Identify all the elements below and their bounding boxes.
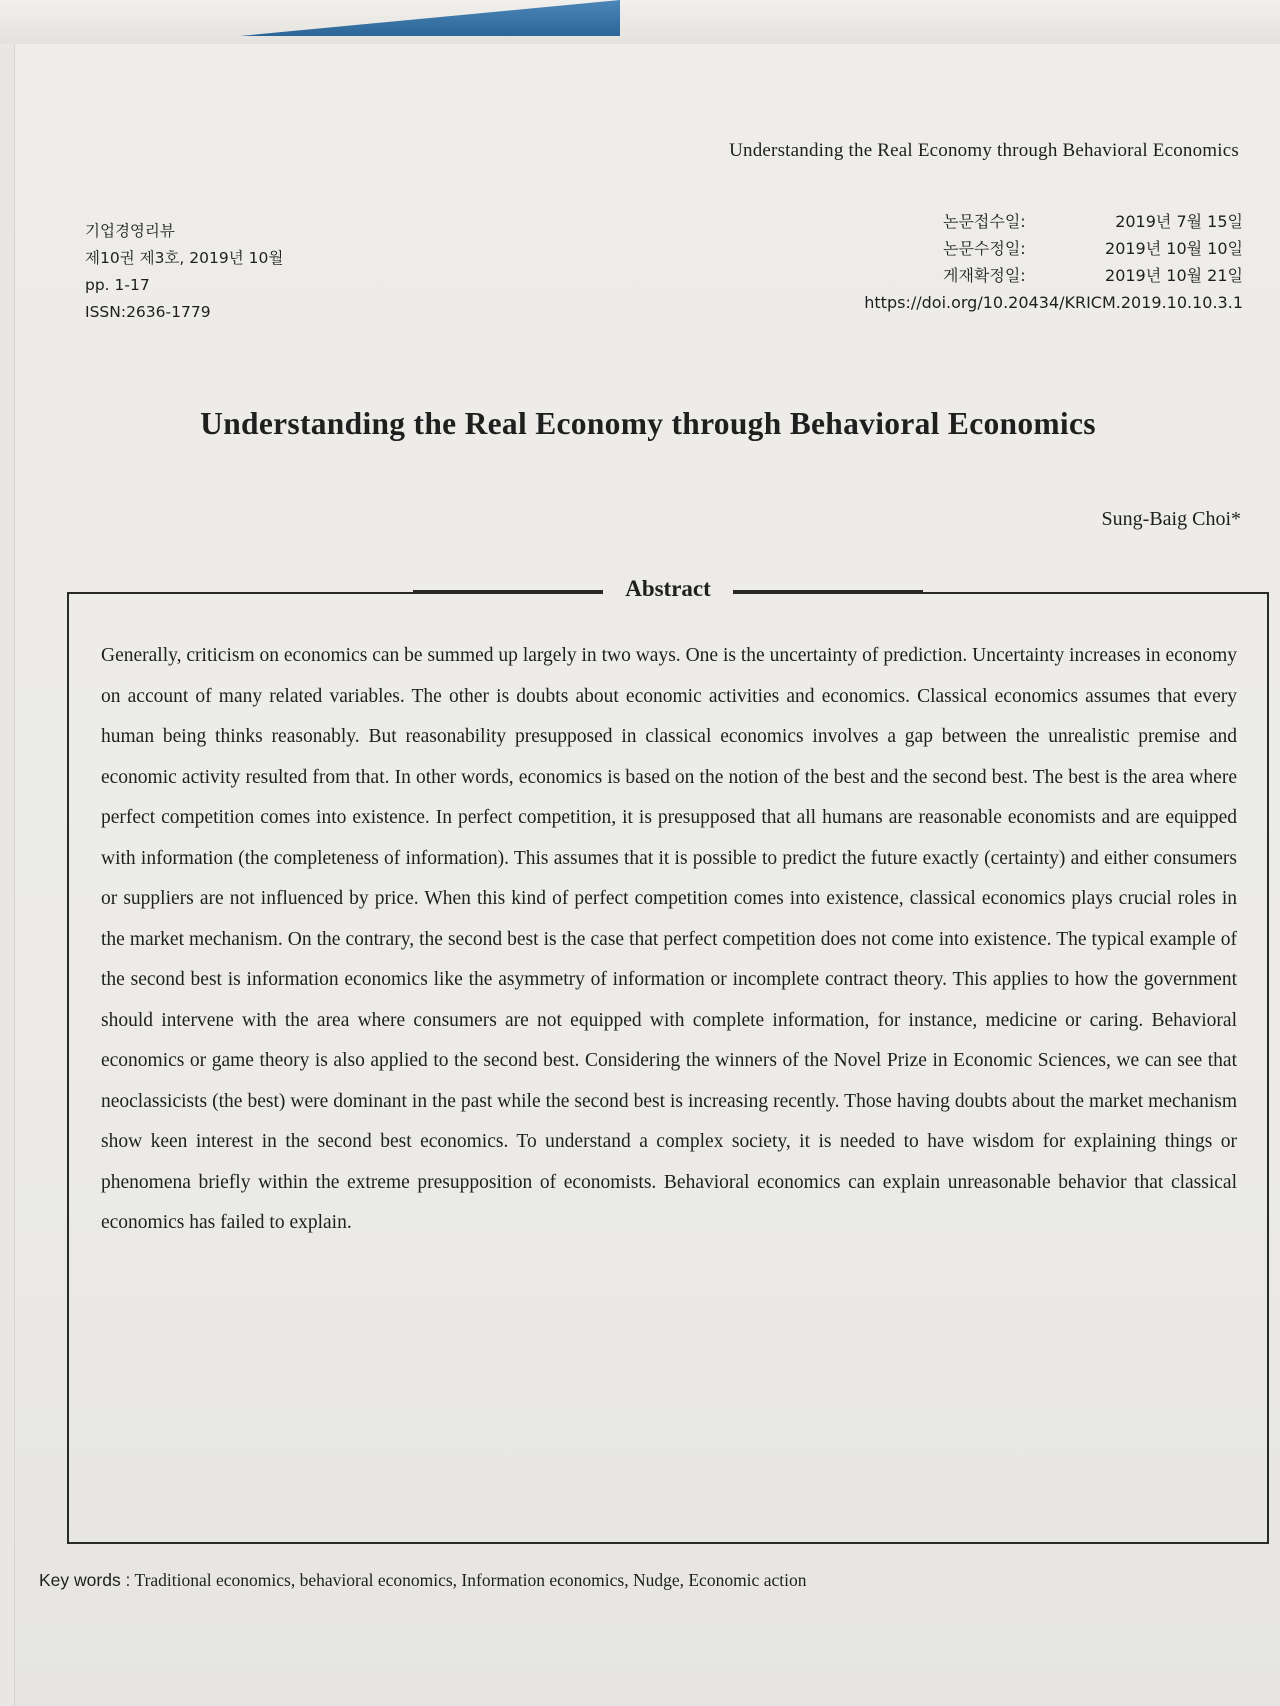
abstract-heading: Abstract bbox=[603, 576, 733, 602]
received-row bbox=[864, 208, 1243, 235]
doi-link: https://doi.org/10.20434/KRICM.2019.10.10.3.1 bbox=[864, 293, 1243, 312]
keywords-text: Traditional economics, behavioral economics, Information economics, Nudge, Economic action bbox=[134, 1570, 807, 1590]
paper-page bbox=[14, 44, 1280, 1706]
received-date: 2019년 7월 15일 bbox=[1115, 212, 1243, 231]
received-label: 논문접수일: bbox=[943, 212, 1026, 231]
accepted-label: 게재확정일: bbox=[943, 266, 1026, 285]
accepted-row bbox=[864, 262, 1243, 289]
journal-pages: pp. 1-17 bbox=[85, 276, 150, 294]
abstract-heading-rule bbox=[69, 576, 1267, 602]
running-head: Understanding the Real Economy through Behavioral Economics bbox=[729, 140, 1239, 161]
author-name: Sung-Baig Choi* bbox=[1101, 508, 1241, 530]
revised-label: 논문수정일: bbox=[943, 239, 1026, 258]
journal-issn: ISSN:2636-1779 bbox=[85, 303, 211, 321]
journal-issue: 제10권 제3호, 2019년 10월 bbox=[85, 249, 284, 267]
journal-info bbox=[85, 218, 283, 326]
revised-date: 2019년 10월 10일 bbox=[1105, 239, 1243, 258]
keywords-label: Key words : bbox=[39, 1570, 131, 1590]
paper-title: Understanding the Real Economy through Behavioral Economics bbox=[200, 406, 1096, 441]
revised-row bbox=[864, 235, 1243, 262]
abstract-box bbox=[67, 576, 1269, 1544]
keywords-line bbox=[39, 1570, 806, 1591]
journal-name: 기업경영리뷰 bbox=[85, 222, 175, 240]
accepted-date: 2019년 10월 21일 bbox=[1105, 266, 1243, 285]
abstract-body: Generally, criticism on economics can be summed up largely in two ways. One is the uncertainty of prediction. Uncertainty increases in economy on account of many related variables. The other is doubts about economic activities and economics. Classical economics assumes that every human being thinks reasonably. But reasonability presupposed in classical economics involves a gap between the unrealistic premise and economic activity resulted from that. In other words, economics is based on the notion of the best and the second best. The best is the area where perfect competition comes into existence. In perfect competition, it is presupposed that all humans are reasonable economists and are equipped with information (the completeness of information). This assumes that it is possible to predict the future exactly (certainty) and either consumers or suppliers are not influenced by price. When this kind of perfect competition comes into existence, classical economics plays crucial roles in the market mechanism. On the contrary, the second best is the case that perfect competition does not come into existence. The typical example of the second best is information economics like the asymmetry of information or incomplete contract theory. This applies to how the government should intervene with the area where consumers are not equipped with complete information, for instance, medicine or caring. Behavioral economics or game theory is also applied to the second best. Considering the winners of the Novel Prize in Economic Sciences, we can see that neoclassicists (the best) were dominant in the past while the second best is increasing recently. Those having doubts about the market mechanism show keen interest in the second best economics. To understand a complex society, it is needed to have wisdom for explaining things or phenomena briefly within the extreme presupposition of economists. Behavioral economics can explain unreasonable behavior that classical economics has failed to explain. bbox=[101, 645, 1237, 1233]
submission-dates bbox=[864, 208, 1243, 316]
page-top-edge bbox=[0, 0, 1280, 44]
